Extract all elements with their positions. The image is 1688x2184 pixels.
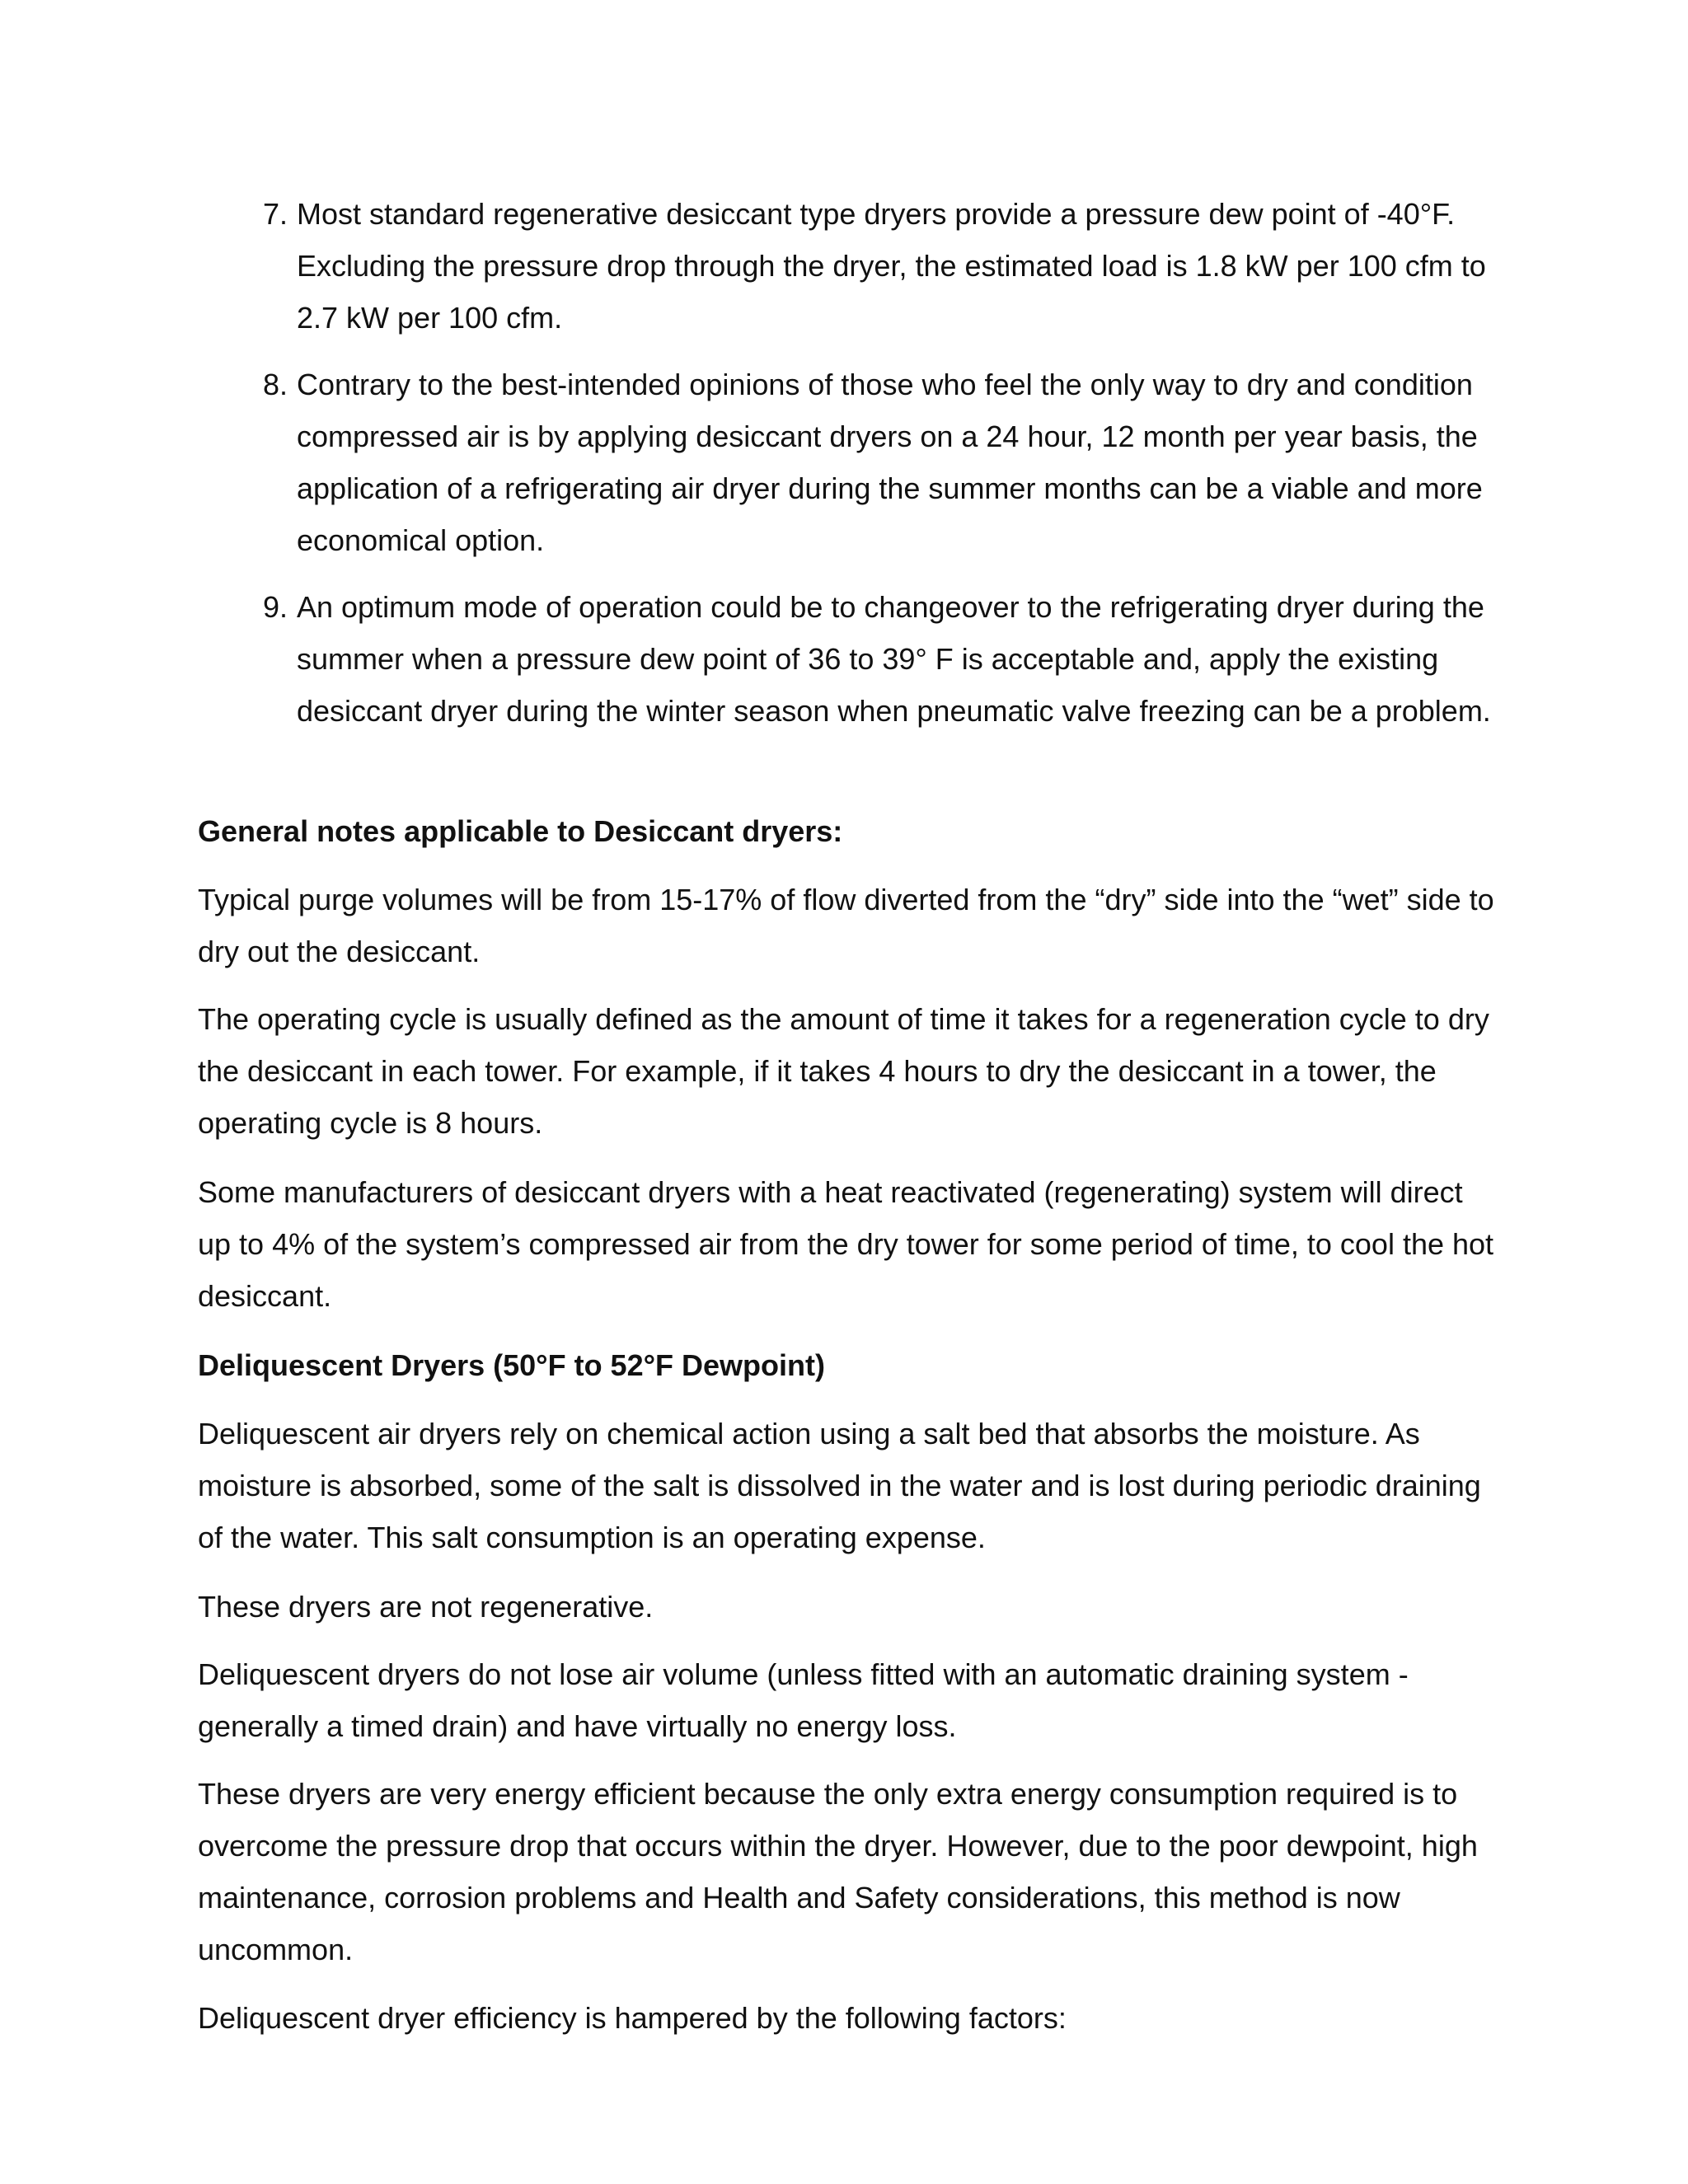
paragraph: Deliquescent dryer efficiency is hampered by the following factors: (198, 2001, 1067, 2035)
list-item-text: An optimum mode of operation could be to changeover to the refrigerating dryer during the summer when a pressure dew point of 36 to 39° F is acceptable and, apply the existing desiccant dryer during the winter season when pneumatic valve freezing can be a problem. (297, 590, 1491, 728)
list-item-number: 8. (262, 368, 288, 401)
paragraph: These dryers are not regenerative. (198, 1590, 654, 1624)
list-item-number: 7. (262, 197, 288, 231)
paragraph: Some manufacturers of desiccant dryers with a heat reactivated (regenerating) system will direct up to 4% of the system’s compressed air from the dry tower for some period of time, to cool the hot desiccant. (198, 1175, 1494, 1313)
section-heading-deliquescent: Deliquescent Dryers (50°F to 52°F Dewpoint) (198, 1348, 825, 1382)
paragraph: Typical purge volumes will be from 15-17% of flow diverted from the “dry” side into the “wet” side to dry out the desiccant. (198, 883, 1494, 968)
section-heading-desiccant-notes: General notes applicable to Desiccant dryers: (198, 814, 843, 848)
list-item-text: Contrary to the best-intended opinions of those who feel the only way to dry and condition compressed air is by applying desiccant dryers on a 24 hour, 12 month per year basis, the application of a refrigerating air dryer during the summer months can be a viable and more economical option. (297, 368, 1483, 557)
paragraph: These dryers are very energy efficient because the only extra energy consumption required is to overcome the pressure drop that occurs within the dryer. However, due to the poor dewpoint, high maintenance, corrosion problems and Health and Safety considerations, this method is now uncommon. (198, 1777, 1478, 1966)
list-item-text: Most standard regenerative desiccant type dryers provide a pressure dew point of -40°F. Excluding the pressure drop through the dryer, the estimated load is 1.8 kW per 100 cfm to 2.7 kW per 100 cfm. (297, 197, 1486, 335)
list-item-number: 9. (262, 590, 288, 624)
paragraph: Deliquescent air dryers rely on chemical action using a salt bed that absorbs the moisture. As moisture is absorbed, some of the salt is dissolved in the water and is lost during periodic draining of the water. This salt consumption is an operating expense. (198, 1417, 1481, 1554)
paragraph: Deliquescent dryers do not lose air volume (unless fitted with an automatic draining system - generally a timed drain) and have virtually no energy loss. (198, 1657, 1409, 1743)
paragraph: The operating cycle is usually defined as the amount of time it takes for a regeneration cycle to dry the desiccant in each tower. For example, if it takes 4 hours to dry the desiccant in a tower, the operating cycle is 8 hours. (198, 1002, 1489, 1140)
